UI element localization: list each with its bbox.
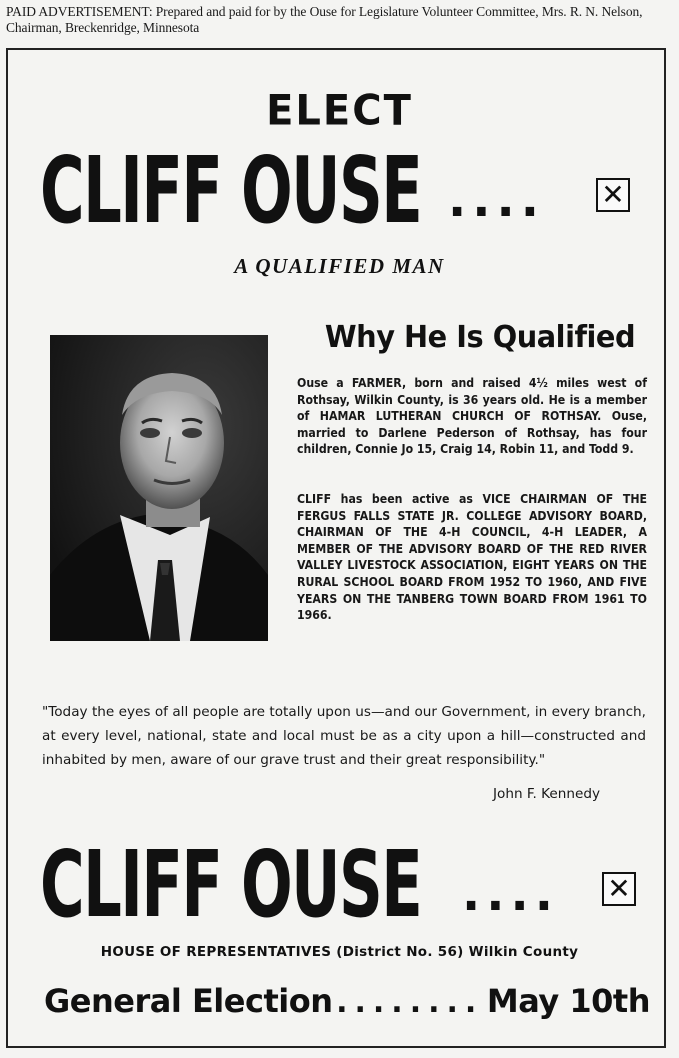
- qualifications-heading: Why He Is Qualified: [324, 320, 636, 355]
- election-label: General Election: [44, 982, 333, 1020]
- election-line: [44, 982, 650, 1020]
- candidate-portrait: [50, 335, 268, 641]
- leader-dots-top: ....: [448, 172, 545, 228]
- quote-author: John F. Kennedy: [493, 786, 601, 802]
- election-date: May 10th: [486, 982, 650, 1020]
- qualifications-paragraph-1: Ouse a FARMER, born and raised 4½ miles west of Rothsay, Wilkin County, is 36 years old. He is a member of HAMAR LUTHERAN CHURCH OF ROTHSAY. Ouse, married to Darlene Pederson of Rothsay, has four children, Connie Jo 15, Craig 14, Robin 11, and Todd 9.: [297, 376, 647, 457]
- tagline: A QUALIFIED MAN: [234, 254, 445, 278]
- candidate-name-bottom: CLIFF OUSE: [40, 832, 422, 939]
- ballot-box-icon: ✕: [596, 178, 630, 212]
- paid-advertisement-notice: PAID ADVERTISEMENT: Prepared and paid for by the Ouse for Legislature Volunteer Committee, Mrs. R. N. Nelson, Chairman, Breckenridge, Minnesota: [6, 4, 643, 35]
- office-line: HOUSE OF REPRESENTATIVES (District No. 56) Wilkin County: [100, 944, 579, 960]
- elect-heading: ELECT: [266, 86, 413, 136]
- kennedy-quote: "Today the eyes of all people are totally upon us—and our Government, in every branch, at every level, national, state and local must be as a city upon a hill—constructed and inhabited by men, aware of our grave trust and their great responsibility.": [42, 704, 646, 768]
- ballot-box-icon: ✕: [602, 872, 636, 906]
- candidate-name-top: CLIFF OUSE: [40, 138, 422, 245]
- qualifications-paragraph-2: CLIFF has been active as VICE CHAIRMAN OF THE FERGUS FALLS STATE JR. COLLEGE ADVISORY BOARD, CHAIRMAN OF THE 4-H COUNCIL, 4-H LEADER, A MEMBER OF THE ADVISORY BOARD OF THE RED RIVER VALLEY LIVESTOCK ASSOCIATION, EIGHT YEARS ON THE RURAL SCHOOL BOARD FROM 1952 TO 1960, AND FIVE YEARS ON THE TANBERG TOWN BOARD FROM 1961 TO 1966.: [297, 492, 647, 623]
- leader-dots-bottom: ....: [462, 866, 559, 922]
- election-leader-dots: ........: [336, 985, 484, 1020]
